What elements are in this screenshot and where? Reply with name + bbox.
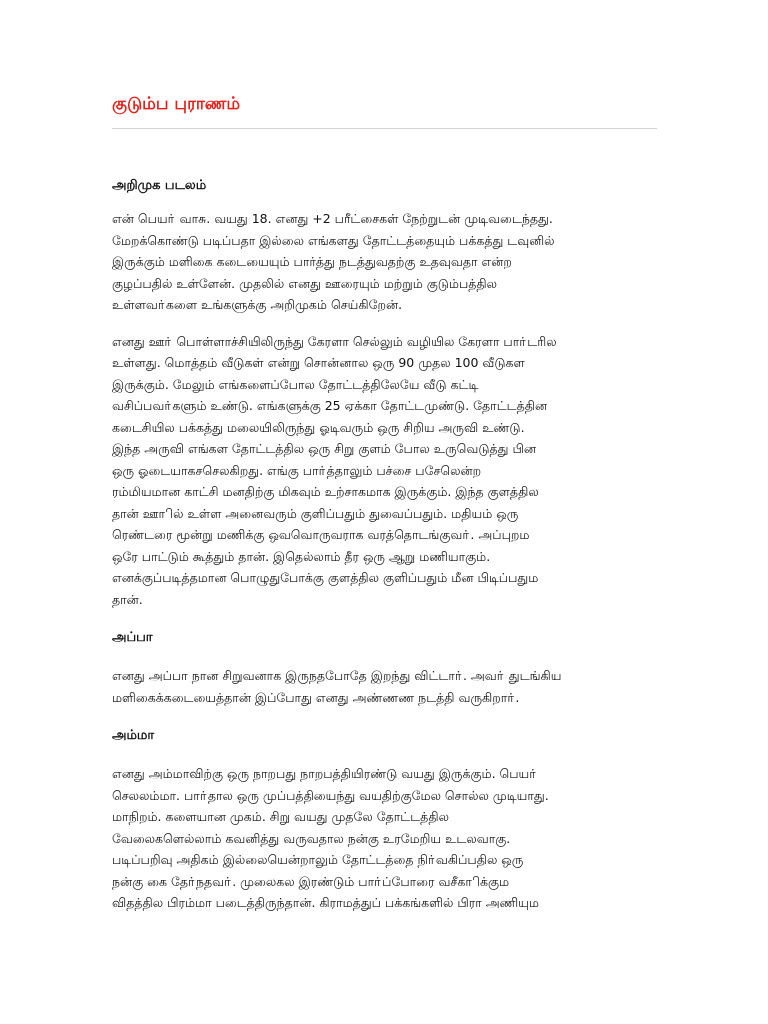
title-divider: [112, 128, 657, 129]
paragraph-intro-1: என் பெயா் வாசு. வயது 18. எனது +2 பரீட்சைகள் நேற்றுடன் முடிவடைந்தது. மேறக்கொண்டு படிப்பதா இல்லை எங்களது தோட்டத்தையும் பக்கத்து டவுனில் இருக்கும் மளிகை கடையையும் பார்த்து நடத்துவதற்கு உதவுவதா என்ற குழப்பதில் உள்ளேன். முதலில் எனது ஊரையும் மற்றும் குடும்பத்தில உள்ளவா்களை உங்களுக்கு அறிமுகம் செய்கிறேன்.: [112, 211, 555, 312]
paragraph-intro-2: எனது ஊா் பொள்ளாச்சியிலிருந்து கேரளா செல்லும் வழியில கேரளா பாா்டரில உள்ளது. மொத்தம் வீடுகள் என்று சொன்னால ஒரு 90 முதல 100 வீடுகள இருக்கும். மேலும் எங்களைப்போல தோட்டத்திலேயே வீடு கட்டி வசிப்பவா்களும் உண்டு. எங்களுக்கு 25 ஏக்கா தோட்டமுண்டு. தோட்டத்தின கடைசியில பக்கத்து மலையிலிருந்து ஓடிவரும் ஒரு சிறிய அருவி உண்டு. இந்த அருவி எங்கள தோட்டத்தில ஒரு சிறு குளம் போல உருவெடுத்து பின ஒரு ஓடையாகசசெலகிறது. எங்கு பாா்த்தாலும் பச்சை பசேலென்ற ரம்மியமான காட்சி மனதிற்கு மிகவும் உற்சாகமாக இருக்கும். இந்த குளத்தில தான் ஊாில் உள்ள அனைவரும் குளிப்பதும் துவைப்பதும். மதியம் ஒரு ரெண்டரை மூன்று மணிக்கு ஒவவொருவராக வரத்தொடங்குவா். அப்புறம ஒரே பாட்டும் கூத்தும் தான். இதெல்லாம் தீர ஒரு ஆறு மணியாகும். எனக்குப்படித்தமான பொழுதுபோக்கு குளத்தில குளிப்பதும் மீன பிடிப்பதும தான்.: [112, 333, 557, 607]
paragraph-amma: எனது அம்மாவிற்கு ஒரு நாறபது நாறபத்தியிரண்டு வயது இருக்கும். பெயா் செலலம்மா. பாா்தால ஒரு முப்பத்தியைந்து வயதிற்குமேல சொல்ல முடியாது. மாநிறம். களையான முகம். சிறு வயது முதலே தோட்டத்தில வேலைகளெல்லாம் கவனித்து வருவதால நன்கு உரமேறிய உடலவாகு. படிப்பறிவு அதிகம் இல்லையென்றாலும் தோட்டத்தை நிா்வகிப்பதில ஒரு நன்கு கை தோ்நதவா். முலைகல இரண்டும் பாா்ப்போரை வசீகாிக்கும விதத்தில பிரம்மா படைத்திருந்தான். கிராமத்துப் பக்கங்களில் பிரா அணியும: [112, 766, 549, 910]
section-heading-intro: அறிமுக படலம்: [112, 178, 207, 193]
page-title: குடும்ப புராணம்: [112, 94, 241, 114]
paragraph-appa: எனது அப்பா நான சிறுவனாக இருநதபோதே இறந்து விட்டாா். அவா் துடங்கிய மளிகைக்கடையைத்தான் இப்போது எனது அண்ணண நடத்தி வருகிறாா்.: [112, 668, 562, 705]
section-heading-amma: அம்மா: [112, 728, 155, 743]
section-heading-appa: அப்பா: [112, 630, 153, 645]
document-page: [112, 90, 657, 914]
